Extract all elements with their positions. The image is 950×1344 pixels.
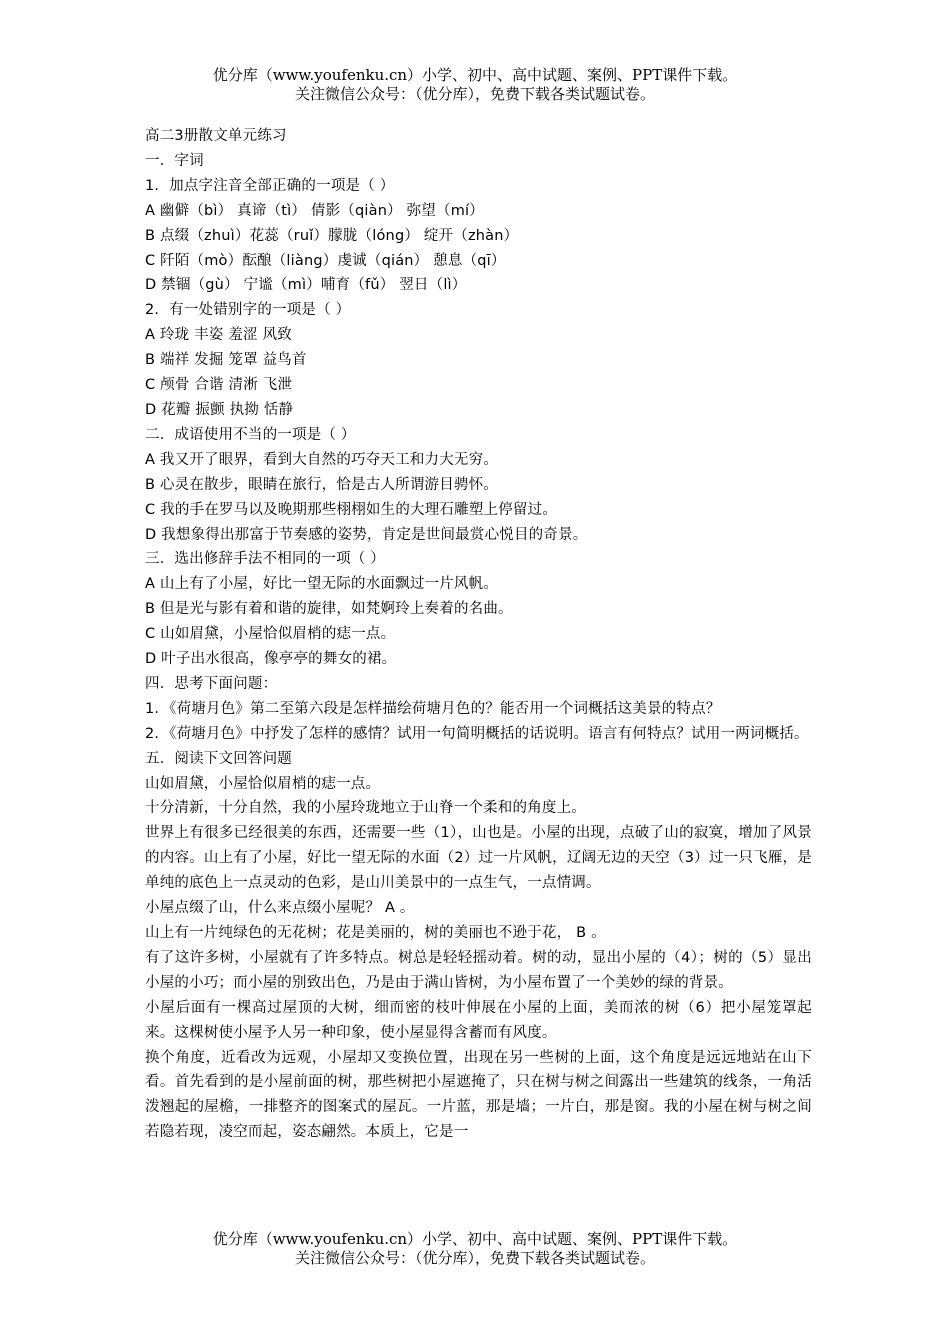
- section-heading-3: 三．选出修辞手法不相同的一项（ ）: [145, 551, 386, 568]
- section-3-option-c: C 山如眉黛，小屋恰似眉梢的痣一点。: [145, 626, 396, 643]
- question-1-option-c: C 阡陌（mò）酝酿（liàng）虔诚（qián） 憩息（qī）: [145, 252, 506, 269]
- question-1-option-a: A 幽僻（bì） 真谛（tì） 倩影（qiàn） 弥望（mí）: [145, 202, 484, 219]
- section-3-option-b: B 但是光与影有着和谐的旋律，如梵婀玲上奏着的名曲。: [145, 601, 513, 618]
- question-1-option-d: D 禁锢（gù） 宁谧（mì）哺育（fǔ） 翌日（lì）: [145, 277, 467, 294]
- passage-paragraph: 小屋点缀了山，什么来点缀小屋呢？ A 。: [145, 900, 415, 917]
- footer-line-2: 关注微信公众号：（优分库），免费下载各类试题试卷。: [294, 1249, 655, 1267]
- section-heading-1: 一．字词: [145, 152, 204, 169]
- section-heading-2: 二．成语使用不当的一项是（ ）: [145, 426, 356, 443]
- passage-paragraph: 山上有一片纯绿色的无花树；花是美丽的，树的美丽也不逊于花， B 。: [145, 925, 606, 941]
- section-3-option-d: D 叶子出水很高，像亭亭的舞女的裙。: [145, 651, 397, 668]
- passage-paragraph: 山如眉黛，小屋恰似眉梢的痣一点。: [145, 775, 381, 792]
- section-2-option-c: C 我的手在罗马以及晚期那些栩栩如生的大理石雕塑上停留过。: [145, 501, 558, 518]
- passage-paragraph: 十分清新，十分自然，我的小屋玲珑地立于山脊一个柔和的角度上。: [145, 800, 586, 817]
- header-line-2: 关注微信公众号：（优分库），免费下载各类试题试卷。: [294, 85, 655, 103]
- section-2-option-b: B 心灵在散步，眼睛在旅行，恰是古人所谓游目骋怀。: [145, 476, 499, 493]
- question-2: 2．有一处错别字的一项是（ ）: [145, 302, 351, 319]
- section-heading-4: 四．思考下面问题：: [145, 675, 278, 692]
- question-1: 1．加点字注音全部正确的一项是（ ）: [145, 177, 395, 194]
- passage-paragraph: 换个角度，近看改为远观，小屋却又变换位置，出现在另一些树的上面，这个角度是远远地站在山下看。首先看到的是小屋前面的树，那些树把小屋遮掩了，只在树与树之间露出一些建筑的线条，一角活泼翘起的屋檐，一排整齐的图案式的屋瓦。一片蓝，那是墙；一片白，那是窗。我的小屋在树与树之间若隐若现，凌空而起，姿态翩然。本质上，它是一: [145, 1049, 812, 1141]
- question-2-option-c: C 颅骨 合谐 清淅 飞泄: [145, 377, 293, 394]
- section-heading-5: 五．阅读下文回答问题: [145, 750, 292, 767]
- question-1-option-b: B 点缀（zhuì）花蕊（ruǐ）朦胧（lóng） 绽开（zhàn）: [145, 227, 519, 244]
- question-2-option-a: A 玲珑 丰姿 羞涩 风致: [145, 327, 292, 344]
- section-4-question-2: 2．《荷塘月色》中抒发了怎样的感情？试用一句简明概括的话说明。语言有何特点？试用一两词概括。: [145, 725, 809, 742]
- page-footer: [0, 1230, 950, 1268]
- passage-paragraph: 小屋后面有一棵高过屋顶的大树，细而密的枝叶伸展在小屋的上面，美而浓的树（6）把小屋笼罩起来。这棵树使小屋予人另一种印象，使小屋显得含蓄而有风度。: [145, 999, 812, 1041]
- section-3-option-a: A 山上有了小屋，好比一望无际的水面飘过一片风帆。: [145, 576, 499, 593]
- document-body: [145, 124, 812, 1145]
- section-2-option-d: D 我想象得出那富于节奏感的姿势，肯定是世间最赏心悦目的奇景。: [145, 526, 588, 543]
- page-header: [0, 66, 950, 104]
- question-2-option-d: D 花瓣 振颤 执拗 恬静: [145, 401, 294, 418]
- section-2-option-a: A 我又开了眼界，看到大自然的巧夺天工和力大无穷。: [145, 451, 499, 468]
- header-line-1: 优分库（www.youfenku.cn）小学、初中、高中试题、案例、PPT课件下载。: [212, 66, 738, 84]
- document-title: 高二3册散文单元练习: [145, 128, 287, 144]
- passage-paragraph: 世界上有很多已经很美的东西，还需要一些（1），山也是。小屋的出现，点破了山的寂寞，增加了风景的内容。山上有了小屋，好比一望无际的水面（2）过一片风帆，辽阔无边的天空（3）过一只飞雁，是单纯的底色上一点灵动的色彩，是山川美景中的一点生气，一点情调。: [145, 825, 812, 892]
- question-2-option-b: B 端祥 发掘 笼罩 益鸟首: [145, 352, 307, 369]
- footer-line-1: 优分库（www.youfenku.cn）小学、初中、高中试题、案例、PPT课件下载。: [212, 1230, 738, 1248]
- section-4-question-1: 1．《荷塘月色》第二至第六段是怎样描绘荷塘月色的？能否用一个词概括这美景的特点？: [145, 700, 721, 717]
- passage-paragraph: 有了这许多树，小屋就有了许多特点。树总是轻轻摇动着。树的动，显出小屋的（4）；树的（5）显出小屋的小巧；而小屋的别致出色，乃是由于满山皆树，为小屋布置了一个美妙的绿的背景。: [145, 949, 812, 991]
